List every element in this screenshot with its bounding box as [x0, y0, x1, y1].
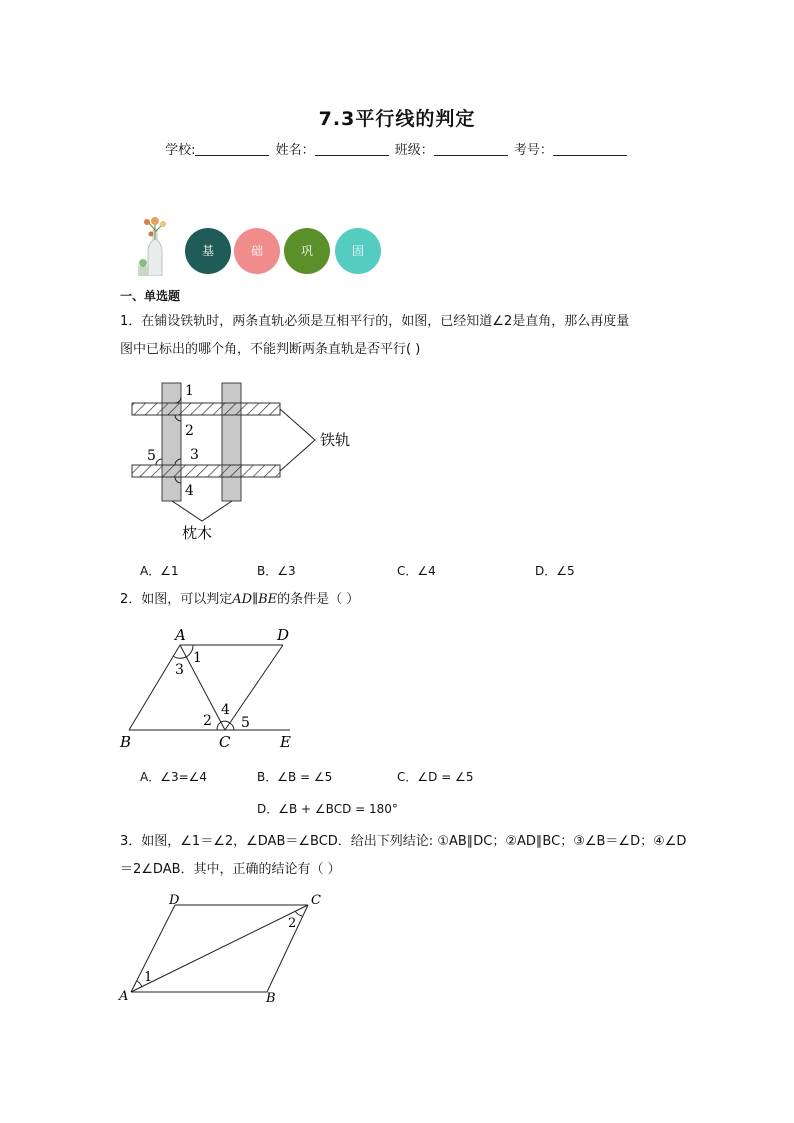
q2-label-A: A: [175, 626, 186, 644]
q1-label-5: 5: [147, 448, 156, 464]
q2-option-a[interactable]: A．∠3=∠4: [140, 770, 208, 784]
q1-stem-line1: 1．在铺设铁轨时，两条直轨必须是互相平行的，如图，已经知道∠2是直角，那么再度量: [120, 314, 630, 329]
q2-stem-post: 的条件是（ ）: [277, 592, 360, 607]
q3-label-A: A: [119, 989, 129, 1004]
q3-angle-2: 2: [288, 916, 297, 931]
badge-gong: 巩: [284, 228, 330, 274]
q2-angle-3: 3: [175, 662, 184, 678]
q2-angle-1: 1: [193, 650, 202, 666]
q3-stem-line1: 3．如图，∠1＝∠2，∠DAB＝∠BCD．给出下列结论: ①AB∥DC；②AD∥BC；③∠B＝∠D；④∠D: [120, 834, 687, 849]
q2-option-b[interactable]: B．∠B = ∠5: [257, 770, 333, 784]
q2-stem-math: AD∥BE: [232, 592, 278, 607]
q1-option-a[interactable]: A．∠1: [140, 564, 179, 578]
student-info-line: [0, 139, 794, 158]
q2-angle-2: 2: [203, 713, 212, 729]
q1-label-1: 1: [185, 383, 194, 399]
q2-stem-pre: 2．如图，可以判定: [120, 592, 233, 607]
q1-sleeper-label: 枕木: [182, 524, 213, 542]
q3-stem-line2: ＝2∠DAB．其中，正确的结论有（ ）: [120, 862, 341, 877]
q1-option-d[interactable]: D．∠5: [535, 564, 575, 578]
q2-label-B: B: [120, 733, 132, 751]
q2-option-c[interactable]: C．∠D = ∠5: [397, 770, 474, 784]
q3-label-D: D: [169, 893, 180, 908]
q1-rail-label: 铁轨: [320, 431, 351, 449]
q1-label-2: 2: [185, 423, 194, 439]
class-blank: [434, 155, 508, 156]
q2-angle-4: 4: [221, 702, 230, 718]
q1-label-3: 3: [190, 447, 199, 463]
q1-label-4: 4: [185, 483, 194, 499]
q2-label-D: D: [277, 626, 290, 644]
flower-vase-icon: [136, 216, 172, 276]
q2-angle-5: 5: [241, 715, 250, 731]
badge-ji: 基: [185, 228, 231, 274]
badge-chu: 础: [234, 228, 280, 274]
q1-option-c[interactable]: C．∠4: [397, 564, 436, 578]
q2-stem: [120, 588, 359, 612]
q2-label-C: C: [219, 733, 231, 751]
section-heading: 一、单选题: [120, 289, 181, 303]
q2-label-E: E: [280, 733, 291, 751]
q3-label-B: B: [266, 991, 276, 1006]
badge-gu: 固: [335, 228, 381, 274]
class-label: 班级：: [394, 143, 434, 158]
page-title: 7.3平行线的判定: [318, 108, 476, 130]
school-blank: [195, 155, 269, 156]
q3-angle-1: 1: [144, 970, 153, 985]
id-label: 考号：: [513, 143, 553, 158]
q1-railway-figure: [125, 378, 365, 543]
q1-option-b[interactable]: B．∠3: [257, 564, 296, 578]
q2-parallelogram-figure: [115, 622, 310, 754]
school-label: 学校:: [165, 143, 196, 158]
name-blank: [315, 155, 389, 156]
q1-stem-line2: 图中已标出的哪个角，不能判断两条直轨是否平行( ): [120, 342, 421, 357]
q2-option-d[interactable]: D．∠B + ∠BCD = 180°: [257, 802, 398, 816]
name-label: 姓名：: [275, 143, 315, 158]
q3-parallelogram-figure: [115, 890, 330, 1010]
id-blank: [553, 155, 627, 156]
q3-label-C: C: [311, 893, 321, 908]
